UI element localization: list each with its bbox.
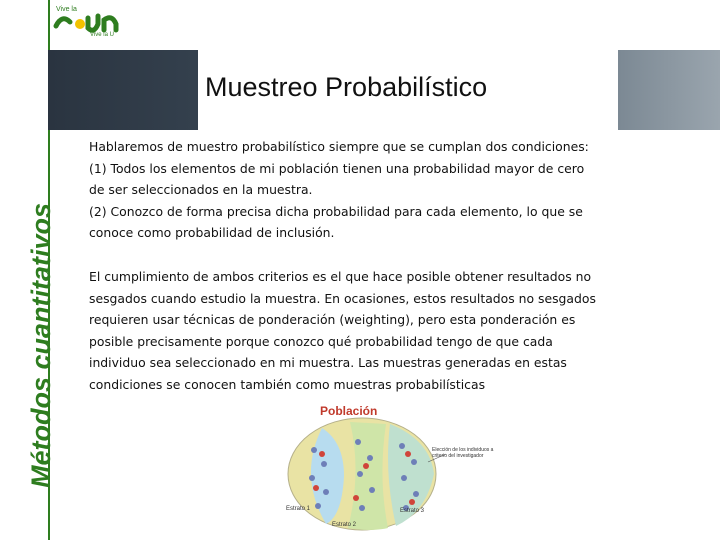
paragraph-line: (2) Conozco de forma precisa dicha probabilidad para cada elemento, lo que se	[89, 203, 583, 219]
paragraph-line: conoce como probabilidad de inclusión.	[89, 225, 335, 240]
diagram-note: Elección de los individuos a criterio del investigador	[432, 447, 494, 459]
paragraph-line: individuo sea seleccionado en mi muestra. Las muestras generadas en estas	[89, 355, 567, 370]
paragraph-line: (1) Todos los elementos de mi población tienen una probabilidad mayor de cero	[89, 160, 585, 176]
sidebar	[0, 0, 56, 540]
sidebar-title: Métodos cuantitativos	[26, 202, 56, 488]
stratum-2-label: Estrato 2	[332, 522, 357, 528]
paragraph-line: sesgados cuando estudio la muestra. En ocasiones, estos resultados no sesgados	[89, 290, 596, 306]
paragraph-line: de ser seleccionados en la muestra.	[89, 182, 313, 197]
paragraph-line: requieren usar técnicas de ponderación (weighting), pero esta ponderación es	[89, 312, 576, 327]
paragraph-line: Hablaremos de muestro probabilístico siempre que se cumplan dos condiciones:	[89, 139, 589, 154]
cun-logo	[50, 4, 130, 42]
logo-sub-text: Vive la U	[90, 32, 114, 38]
paragraph-results	[89, 266, 689, 395]
paragraph-line: condiciones se conocen también como muestras probabilísticas	[89, 376, 486, 392]
stratum-3-label: Estrato 3	[400, 508, 425, 514]
slide-title: Muestreo Probabilístico	[205, 72, 488, 102]
diagram-title: Población	[320, 404, 378, 418]
population-diagram	[278, 402, 478, 536]
stratum-1-label: Estrato 1	[286, 506, 311, 512]
paragraph-line: El cumplimiento de ambos criterios es el que hace posible obtener resultados no	[89, 269, 592, 284]
paragraph-conditions	[89, 136, 689, 244]
paragraph-line: posible precisamente porque conozco qué probabilidad tengo de que cada	[89, 333, 553, 349]
logo-top-text: Vive la	[56, 6, 77, 13]
